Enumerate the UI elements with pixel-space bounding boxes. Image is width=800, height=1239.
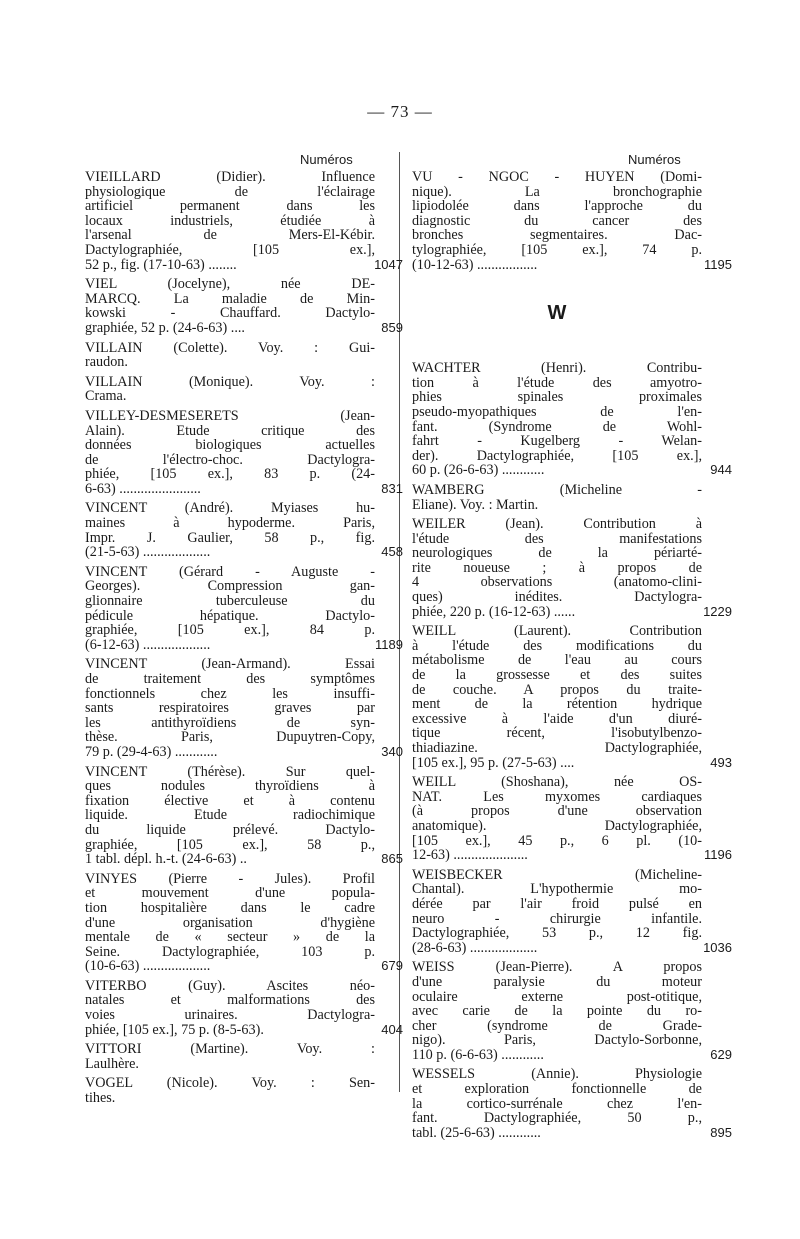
entry-line: tique récent, l'isobutylbenzo- bbox=[412, 726, 702, 741]
entry-line: phiée, [105 ex.], 75 p. (8-5-63). bbox=[85, 1022, 264, 1038]
column-divider bbox=[399, 152, 400, 1092]
entry-line: [105 ex.], 95 p. (27-5-63) .... bbox=[412, 755, 575, 771]
bibliography-entry bbox=[85, 1042, 375, 1071]
entry-line: NAT. Les myxomes cardiaques bbox=[412, 789, 702, 805]
entry-line: Laulhère. bbox=[85, 1056, 139, 1072]
entry-line: Seine. Dactylographiée, 103 p. bbox=[85, 944, 375, 960]
entry-line: l'étude des manifestations bbox=[412, 531, 702, 547]
entry-line: neuro - chirurgie infantile. bbox=[412, 911, 702, 927]
bibliography-entry bbox=[85, 1076, 375, 1105]
entry-line: pédicule hépatique. Dactylo- bbox=[85, 608, 375, 624]
entry-line: Dactylographiée, 53 p., 12 fig. bbox=[412, 926, 702, 941]
entry-line: fahrt - Kugelberg - Welan- bbox=[412, 434, 702, 449]
entry-line: 6-63) ....................... bbox=[85, 481, 201, 497]
bibliography-entry bbox=[85, 978, 403, 1038]
entry-line: phiée, [105 ex.], 83 p. (24- bbox=[85, 467, 375, 482]
page-number: — 73 — bbox=[367, 102, 433, 121]
entry-line: Alain). Etude critique des bbox=[85, 423, 375, 439]
entry-line: du liquide prélevé. Dactylo- bbox=[85, 822, 375, 838]
entry-line: VITERBO (Guy). Ascites néo- bbox=[85, 978, 375, 994]
entry-line: natales et malformations des bbox=[85, 993, 375, 1009]
entry-line: anatomique). Dactylographiée, bbox=[412, 818, 702, 834]
entry-line: VINYES (Pierre - Jules). Profil bbox=[85, 871, 375, 887]
section-letter: W bbox=[547, 302, 567, 325]
entry-line: (10-6-63) ................... bbox=[85, 959, 211, 974]
bibliography-entry bbox=[85, 375, 375, 404]
entry-line: WEISS (Jean-Pierre). A propos bbox=[412, 960, 702, 975]
entry-number: 831 bbox=[381, 480, 403, 496]
entry-line: les antithyroïdiens de syn- bbox=[85, 715, 375, 731]
entry-line: et exploration fonctionnelle de bbox=[412, 1082, 702, 1097]
entry-line: Crama. bbox=[85, 389, 127, 404]
entry-line: tihes. bbox=[85, 1091, 116, 1106]
left-column-header: Numéros bbox=[300, 152, 353, 167]
entry-line: pseudo-myopathiques de l'en- bbox=[412, 404, 702, 420]
entry-line: Georges). Compression gan- bbox=[85, 579, 375, 595]
entry-number: 1229 bbox=[703, 603, 732, 619]
entry-line: VILLAIN (Monique). Voy. : bbox=[85, 374, 375, 390]
entry-line: phiée, 220 p. (16-12-63) ...... bbox=[412, 604, 576, 620]
bibliography-entry bbox=[412, 960, 732, 1063]
entry-line: excessive à l'aide d'un diuré- bbox=[412, 711, 702, 727]
entry-line: lipiodolée dans l'approche du bbox=[412, 199, 702, 214]
entry-line: WESSELS (Annie). Physiologie bbox=[412, 1067, 702, 1083]
entry-number: 1036 bbox=[703, 939, 732, 955]
bibliography-entry bbox=[412, 170, 732, 273]
entry-line: de la grossesse et des suites bbox=[412, 668, 702, 683]
bibliography-entry bbox=[85, 657, 403, 760]
entry-line: 52 p., fig. (17-10-63) ........ bbox=[85, 257, 237, 273]
entry-line: 1 tabl. dépl. h.-t. (24-6-63) .. bbox=[85, 852, 247, 867]
entry-line: dérée par l'air froid pulsé en bbox=[412, 896, 702, 912]
entry-line: VIEL (Jocelyne), née DE- bbox=[85, 277, 375, 292]
entry-line: VINCENT (Jean-Armand). Essai bbox=[85, 657, 375, 672]
entry-line: de couche. A propos du traite- bbox=[412, 682, 702, 698]
entry-line: WEILL (Shoshana), née OS- bbox=[412, 775, 702, 790]
entry-line: locaux industriels, étudiée à bbox=[85, 213, 375, 229]
entry-line: MARCQ. La maladie de Min- bbox=[85, 291, 375, 307]
entry-line: (10-12-63) ................. bbox=[412, 257, 538, 273]
left-column bbox=[85, 170, 403, 1111]
entry-line: tion hospitalière dans le cadre bbox=[85, 900, 375, 916]
bibliography-entry bbox=[85, 564, 403, 653]
entry-line: données biologiques actuelles bbox=[85, 438, 375, 453]
entry-line: cher (syndrome de Grade- bbox=[412, 1018, 702, 1034]
entry-number: 1189 bbox=[375, 636, 403, 652]
entry-line: VILLAIN (Colette). Voy. : Gui- bbox=[85, 340, 375, 356]
entry-line: 79 p. (29-4-63) ............ bbox=[85, 744, 218, 760]
entry-line: VITTORI (Martine). Voy. : bbox=[85, 1042, 375, 1057]
entry-number: 865 bbox=[381, 851, 403, 867]
entry-line: Dactylographiée, [105 ex.], bbox=[85, 242, 375, 258]
entry-line: VINCENT (Gérard - Auguste - bbox=[85, 564, 375, 580]
entry-line: WAMBERG (Micheline - bbox=[412, 482, 702, 498]
bibliography-entry bbox=[85, 871, 403, 974]
entry-line: tabl. (25-6-63) ............ bbox=[412, 1125, 541, 1141]
entry-line: WEISBECKER (Micheline- bbox=[412, 867, 702, 883]
entry-line: VILLEY-DESMESERETS (Jean- bbox=[85, 408, 375, 424]
entry-line: (6-12-63) ................... bbox=[85, 637, 211, 653]
bibliography-entry bbox=[85, 341, 375, 370]
entry-line: d'une paralysie du moteur bbox=[412, 974, 702, 990]
entry-line: voies urinaires. Dactylogra- bbox=[85, 1008, 375, 1023]
entry-line: VOGEL (Nicole). Voy. : Sen- bbox=[85, 1076, 375, 1092]
entry-line: raudon. bbox=[85, 355, 128, 370]
entry-line: ques) inédites. Dactylogra- bbox=[412, 590, 702, 605]
entry-line: oculaire externe post-otitique, bbox=[412, 989, 702, 1005]
bibliography-entry bbox=[412, 361, 732, 478]
entry-line: métabolisme de l'eau au cours bbox=[412, 653, 702, 669]
bibliography-entry bbox=[412, 483, 702, 512]
entry-line: ques nodules thyroïdiens à bbox=[85, 779, 375, 794]
entry-line: de l'électro-choc. Dactylogra- bbox=[85, 452, 375, 468]
entry-line: VU - NGOC - HUYEN (Domi- bbox=[412, 170, 702, 185]
entry-line: (28-6-63) ................... bbox=[412, 940, 538, 956]
entry-line: WEILL (Laurent). Contribution bbox=[412, 624, 702, 639]
entry-number: 1195 bbox=[704, 256, 732, 272]
entry-line: graphiée, 52 p. (24-6-63) .... bbox=[85, 320, 245, 336]
entry-number: 1196 bbox=[704, 847, 732, 863]
bibliography-entry bbox=[412, 867, 732, 956]
entry-line: physiologique de l'éclairage bbox=[85, 184, 375, 200]
entry-line: thiadiazine. Dactylographiée, bbox=[412, 741, 702, 756]
entry-line: VINCENT (André). Myiases hu- bbox=[85, 501, 375, 517]
entry-line: glionnaire tuberculeuse du bbox=[85, 594, 375, 609]
bibliography-entry bbox=[85, 501, 403, 560]
entry-line: nique). La bronchographie bbox=[412, 184, 702, 200]
entry-number: 944 bbox=[710, 462, 732, 478]
entry-line: 60 p. (26-6-63) ............ bbox=[412, 463, 545, 478]
bibliography-entry bbox=[85, 277, 403, 336]
entry-number: 404 bbox=[381, 1021, 403, 1037]
bibliography-entry bbox=[412, 517, 732, 620]
entry-line: (à propos d'une observation bbox=[412, 804, 702, 819]
entry-line: Chantal). L'hypothermie mo- bbox=[412, 882, 702, 897]
entry-line: maines à hypoderme. Paris, bbox=[85, 516, 375, 531]
entry-line: kowski - Chauffard. Dactylo- bbox=[85, 306, 375, 321]
bibliography-entry bbox=[85, 170, 403, 273]
bibliography-entry bbox=[85, 764, 403, 867]
entry-line: mentale de « secteur » de la bbox=[85, 930, 375, 945]
entry-line: d'une organisation d'hygiène bbox=[85, 915, 375, 931]
entry-line: sants respiratoires graves par bbox=[85, 701, 375, 716]
entry-number: 629 bbox=[710, 1046, 732, 1062]
right-column-header: Numéros bbox=[628, 152, 681, 167]
entry-line: à l'étude des modifications du bbox=[412, 638, 702, 654]
entry-number: 679 bbox=[381, 958, 403, 974]
bibliography-entry bbox=[412, 624, 732, 771]
entry-line: graphiée, [105 ex.], 84 p. bbox=[85, 623, 375, 638]
entry-line: [105 ex.], 45 p., 6 pl. (10- bbox=[412, 833, 702, 849]
entry-line: thèse. Paris, Dupuytren-Copy, bbox=[85, 730, 375, 745]
entry-line: la cortico-surrénale chez l'en- bbox=[412, 1096, 702, 1112]
entry-line: l'arsenal de Mers-El-Kébir. bbox=[85, 228, 375, 243]
bibliography-entry bbox=[412, 1067, 732, 1141]
entry-line: bronches segmentaires. Dac- bbox=[412, 228, 702, 243]
entry-line: graphiée, [105 ex.], 58 p., bbox=[85, 837, 375, 853]
entry-number: 1047 bbox=[374, 256, 403, 272]
entry-line: der). Dactylographiée, [105 ex.], bbox=[412, 448, 702, 464]
entry-line: fixation élective et à contenu bbox=[85, 793, 375, 809]
entry-line: nigo). Paris, Dactylo-Sorbonne, bbox=[412, 1033, 702, 1048]
right-column bbox=[412, 170, 732, 1145]
entry-line: avec carie de la pointe du ro- bbox=[412, 1004, 702, 1019]
bibliography-entry bbox=[85, 408, 403, 497]
entry-line: ment de la rétention hydrique bbox=[412, 697, 702, 712]
bibliography-entry bbox=[412, 775, 732, 863]
entry-line: WACHTER (Henri). Contribu- bbox=[412, 361, 702, 376]
entry-line: diagnostic du cancer des bbox=[412, 213, 702, 229]
entry-line: de traitement des symptômes bbox=[85, 672, 375, 687]
entry-line: VIEILLARD (Didier). Influence bbox=[85, 170, 375, 185]
entry-number: 340 bbox=[381, 743, 403, 759]
entry-line: Eliane). Voy. : Martin. bbox=[412, 497, 539, 513]
entry-number: 458 bbox=[381, 544, 403, 560]
entry-line: 110 p. (6-6-63) ............ bbox=[412, 1047, 544, 1063]
entry-line: liquide. Etude radiochimique bbox=[85, 808, 375, 823]
entry-line: artificiel permanent dans les bbox=[85, 199, 375, 214]
entry-line: Impr. J. Gaulier, 58 p., fig. bbox=[85, 530, 375, 546]
entry-number: 859 bbox=[381, 319, 403, 335]
entry-line: fant. Dactylographiée, 50 p., bbox=[412, 1111, 702, 1126]
entry-line: (21-5-63) ................... bbox=[85, 545, 211, 560]
entry-line: 12-63) ..................... bbox=[412, 848, 528, 863]
entry-line: VINCENT (Thérèse). Sur quel- bbox=[85, 764, 375, 780]
entry-line: neurologiques de la périarté- bbox=[412, 546, 702, 561]
entry-line: rite noueuse ; à propos de bbox=[412, 560, 702, 576]
entry-number: 493 bbox=[710, 754, 732, 770]
entry-line: phies spinales proximales bbox=[412, 390, 702, 405]
entry-number: 895 bbox=[710, 1124, 732, 1140]
entry-line: et mouvement d'une popula- bbox=[85, 886, 375, 901]
entry-line: tion à l'étude des amyotro- bbox=[412, 375, 702, 391]
entry-line: fonctionnels chez les insuffi- bbox=[85, 686, 375, 702]
entry-line: tylographiée, [105 ex.], 74 p. bbox=[412, 242, 702, 258]
entry-line: 4 observations (anatomo-clini- bbox=[412, 575, 702, 591]
entry-line: WEILER (Jean). Contribution à bbox=[412, 517, 702, 532]
entry-line: fant. (Syndrome de Wohl- bbox=[412, 419, 702, 435]
